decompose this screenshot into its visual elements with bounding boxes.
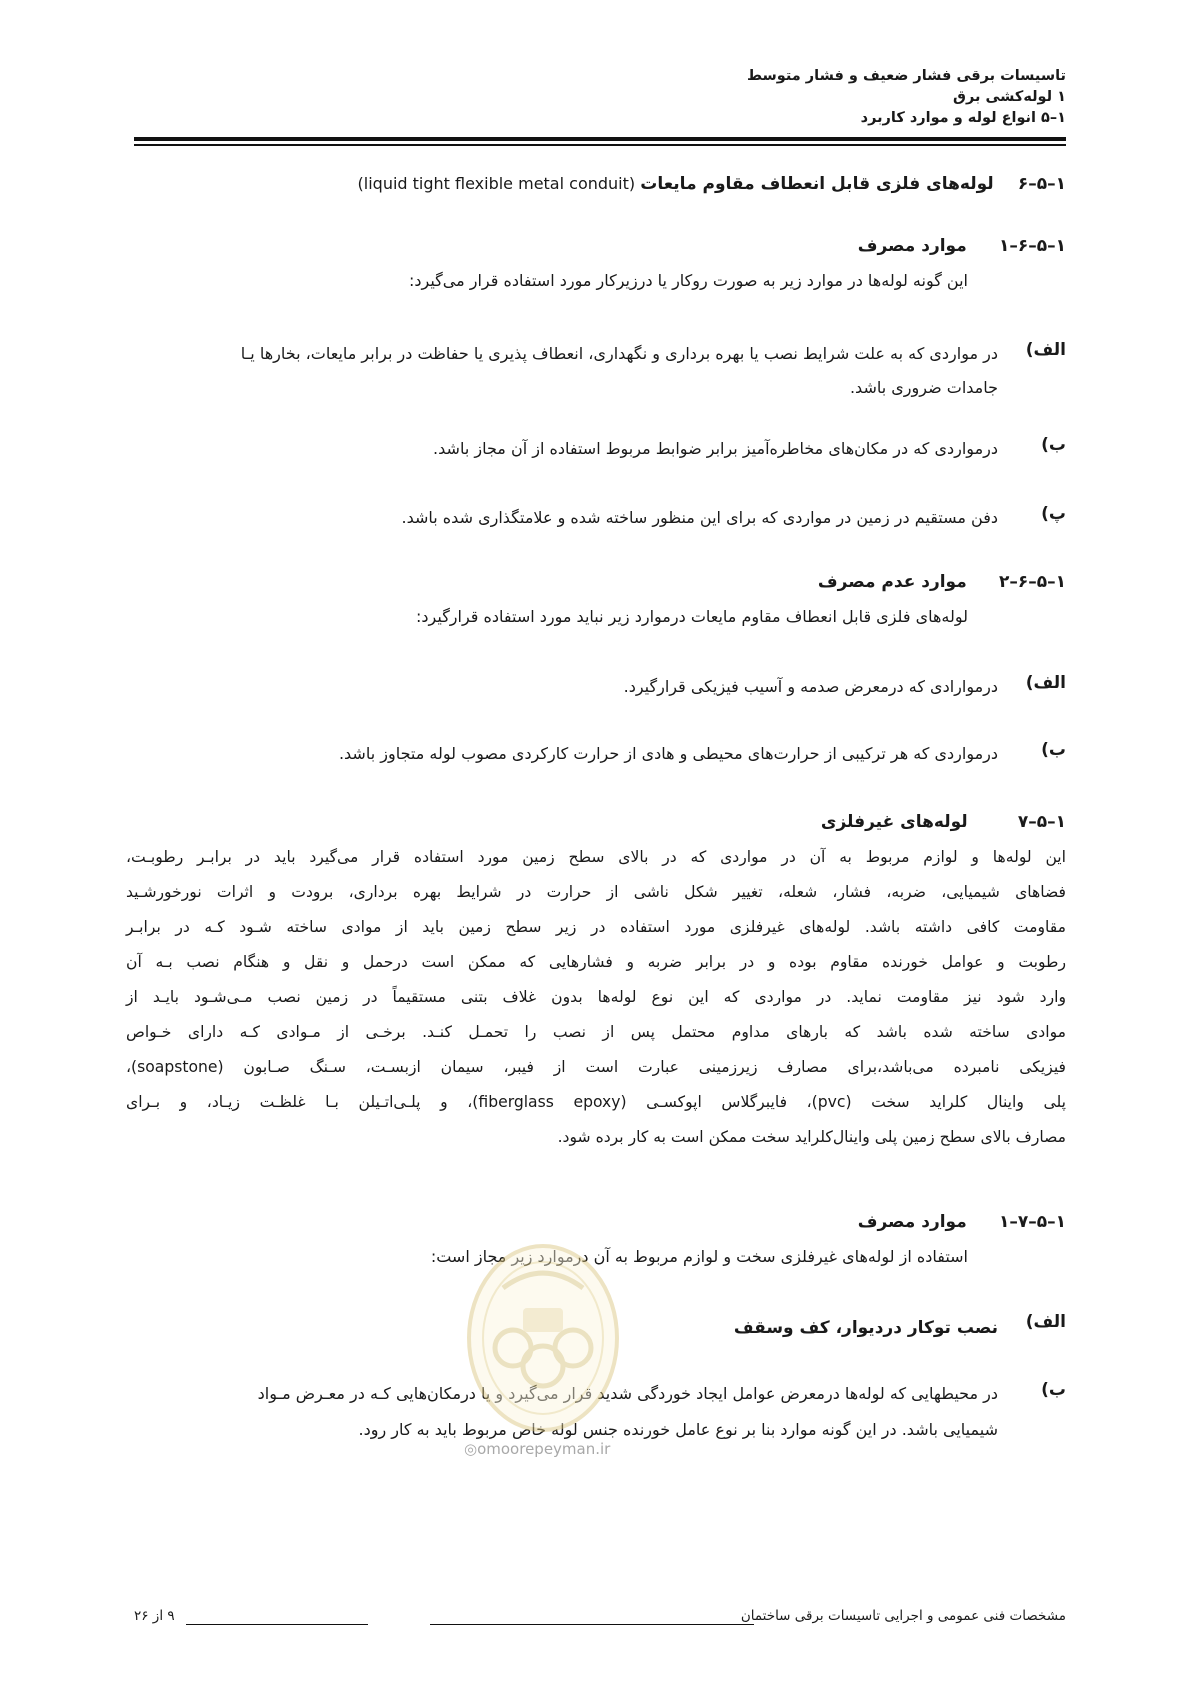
page-number: ۹ از ۲۶ [134,1608,175,1624]
paragraph-line: فضاهای شیمیایی، ضربه، فشار، شعله، تغییر شکل ناشی از حرارت در شرایط بهره برداری، برودت و اثرات نورخورشـید [126,883,1066,901]
list-item [126,669,1066,709]
header-line-2: ۱ لوله‌کشی برق [952,89,1066,105]
paragraph-line: مصارف بالای سطح زمین پلی وایناﻝ‌کلراید سخت ممکن است به کار برده شود. [557,1128,1066,1146]
body-paragraph [126,840,1066,1155]
seal-logo-icon [463,1238,623,1438]
list-item-text: جامدات ضروری باشد. [849,378,998,397]
list-item [126,736,1066,776]
subsection-lead: استفاده از لوله‌های غیرفلزی سخت و لوازم مربوط به آن درموارد زیر مجاز است: [430,1247,968,1266]
footer-rule [430,1624,754,1625]
subsection-title: موارد عدم مصرف [817,572,967,592]
running-header [126,66,1066,129]
subsection-heading-1-5-7-1 [858,1212,1066,1232]
section-heading-1-5-7 [821,812,1066,832]
subsection-title: موارد مصرف [857,1212,967,1232]
header-rule-thick [134,137,1066,141]
paragraph-line: فیزیکی نامبرده می‌باشد،برای مصارف زیرزمینی عبارت است از فیبر، سیمان ازبسـت، سـنگ صـابون (soapstone)، [126,1058,1066,1076]
header-line-1: تاسیسات برقی فشار ضعیف و فشار متوسط [746,68,1066,84]
footer-page-rule [186,1624,368,1625]
subsection-number: ۱–۵–۶–۲ [998,572,1066,592]
list-item-text: نصب توکار درديوار، کف وسقف [733,1318,998,1338]
section-title: لوله‌های غیرفلزی [820,812,968,832]
subsection-lead: این گونه لوله‌ها در موارد زیر به صورت روکار یا درزیرکار مورد استفاده قرار می‌گیرد: [408,271,968,290]
section-heading-1-5-6 [358,174,1066,194]
list-item-text: دفن مستقیم در زمین در مواردی که برای این منظور ساخته شده و علامتگذاری شده باشد. [401,508,998,527]
list-item-text: در محیطهایی که لوله‌ها درمعرض عوامل ایجاد خوردگی شدید قرار می‌گیرد و یا درمکان‌هایی کـه در معـرض مـواد [257,1384,998,1403]
section-number: ۱–۵–۷ [1017,812,1066,832]
list-marker: الف) [1025,340,1066,360]
list-marker: پ) [1041,504,1066,524]
list-marker: ب) [1041,740,1066,760]
watermark-text: ◎omoorepeyman.ir [464,1440,611,1458]
list-item-text: درمواردی که هر ترکیبی از حرارت‌های محیطی و هادی از حرارت کارکردی مصوب لوله متجاوز باشد. [338,744,998,763]
subsection-title: موارد مصرف [857,236,967,256]
list-marker: الف) [1025,1312,1066,1332]
footer-title: مشخصات فنی عمومی و اجرایی تاسیسات برقی ساختمان [740,1608,1066,1624]
list-marker: الف) [1025,673,1066,693]
watermark-globe-icon: ◎ [464,1440,478,1458]
section-title: لوله‌های فلزی قابل انعطاف مقاوم مایعات [640,174,994,194]
list-item-text: درموارادی که درمعرض صدمه و آسیب فیزیکی قرارگیرد. [623,677,998,696]
list-marker: ب) [1041,435,1066,455]
list-item [126,336,1066,416]
paragraph-line: مقاومت کافی داشته باشد. لوله‌های غیرفلزی مورد استفاده در زیر سطح زمین باید از موادی ساخته شـود کـه در برابـر [126,918,1066,936]
section-title-en: (liquid tight flexible metal conduit) [357,174,636,193]
list-item [126,500,1066,540]
list-marker: ب) [1041,1380,1066,1400]
subsection-number: ۱–۵–۶–۱ [998,236,1066,256]
paragraph-line: این لوله‌ها و لوازم مربوط به آن در مواردی که در بالای سطح زمین مورد استفاده قرار می‌گیرد باید در برابـر رطوبـت، [126,848,1066,866]
paragraph-line: موادی ساخته شده باشد که بارهای مداوم محتمل پس از نصب را تحمـل کنـد. برخـی از مـوادی کـه دارای خـواص [126,1023,1066,1041]
paragraph-line: وارد شود نیز مقاومت نماید. در مواردی که این نوع لوله‌ها بدون غلاف بتنی مستقیماً در زمین نصب مـی‌شـود بایـد از [126,988,1066,1006]
list-item-text: درمواردی که در مکان‌های مخاطره‌آمیز برابر ضوابط مربوط استفاده از آن مجاز باشد. [433,439,998,458]
paragraph-line: رطوبت و عوامل خورنده مقاوم بوده و در برابر ضربه و فشارهایی که ممکن است درحمل و نقل و هنگام نصب بـه آن [126,953,1066,971]
header-line-3: ۱–۵ انواع لوله و موارد کاربرد [860,110,1066,126]
subsection-number: ۱–۵–۷–۱ [998,1212,1066,1232]
section-number: ۱–۵–۶ [1017,174,1066,194]
page-footer [134,1608,1066,1632]
subsection-heading-1-5-6-1 [858,236,1066,256]
header-rule-thin [134,144,1066,146]
list-item-text: شیمیایی باشد. در این گونه موارد بنا بر نوع عامل خورنده جنس لوله خاص مربوط باید به کار رود. [358,1420,998,1439]
list-item-text: در مواردی که به علت شرایط نصب یا بهره برداری و نگهداری، انعطاف پذیری یا حفاظت در برابر مایعات، بخارها یـا [240,344,998,363]
subsection-heading-1-5-6-2 [818,572,1066,592]
paragraph-line: پلی وایناﻝ کلراید سخت (pvc)، فایبرگلاس اپوکسـی (fiberglass epoxy)، و پلـی‌اتـیلن بـا غلظـت زیـاد، و بـرای [126,1093,1066,1111]
list-item [126,431,1066,471]
subsection-lead: لوله‌های فلزی قابل انعطاف مقاوم مایعات درموارد زیر نباید مورد استفاده قرارگیرد: [416,607,968,626]
